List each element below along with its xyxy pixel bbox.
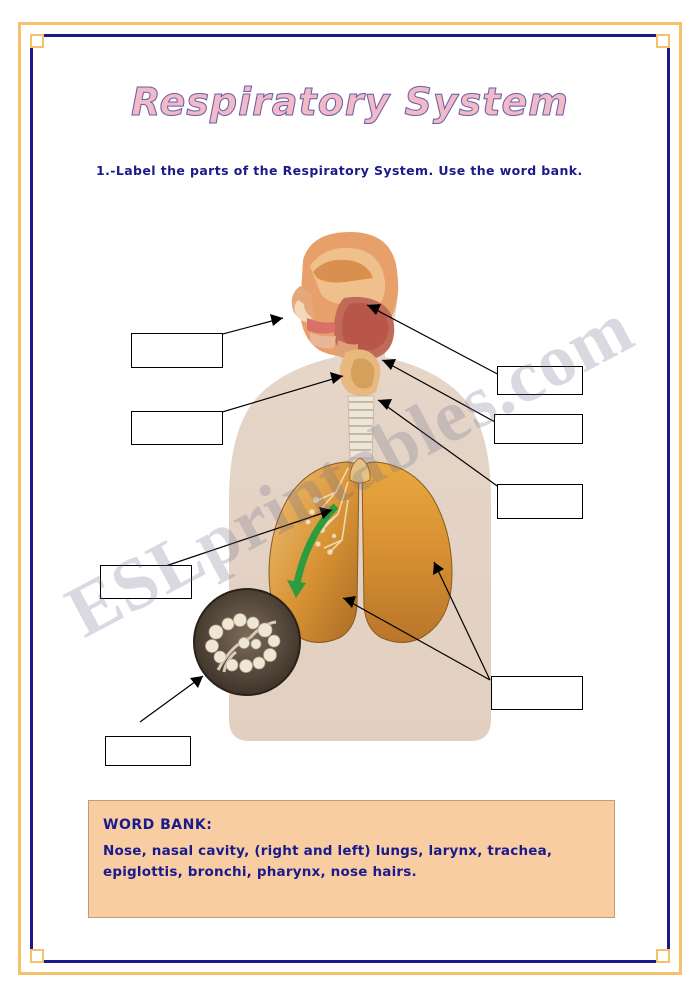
instruction-text: 1.-Label the parts of the Respiratory System. Use the word bank. [96,163,583,178]
answer-box-left-3[interactable] [100,565,192,599]
word-bank-title: WORD BANK: [103,817,213,833]
answer-box-right-3[interactable] [497,484,583,519]
page-title: Respiratory System [131,80,569,124]
answer-box-left-4[interactable] [105,736,191,766]
answer-box-left-1[interactable] [131,333,223,368]
answer-box-right-2[interactable] [494,414,583,444]
trachea-illustration [348,396,374,458]
word-bank [88,800,615,918]
corner-ornament-bottom-left [30,949,44,963]
word-bank-words: Nose, nasal cavity, (right and left) lungs, larynx, trachea, epiglottis, bronchi, pharynx, nose hairs. [103,843,553,880]
alveoli-magnifier [194,589,300,695]
answer-box-right-4[interactable] [491,676,583,710]
answer-box-left-2[interactable] [131,411,223,445]
corner-ornament-bottom-right [656,949,670,963]
corner-ornament-top-right [656,34,670,48]
corner-ornament-top-left [30,34,44,48]
answer-box-right-1[interactable] [497,366,583,395]
watermark: ESLprintables.com [53,286,647,654]
